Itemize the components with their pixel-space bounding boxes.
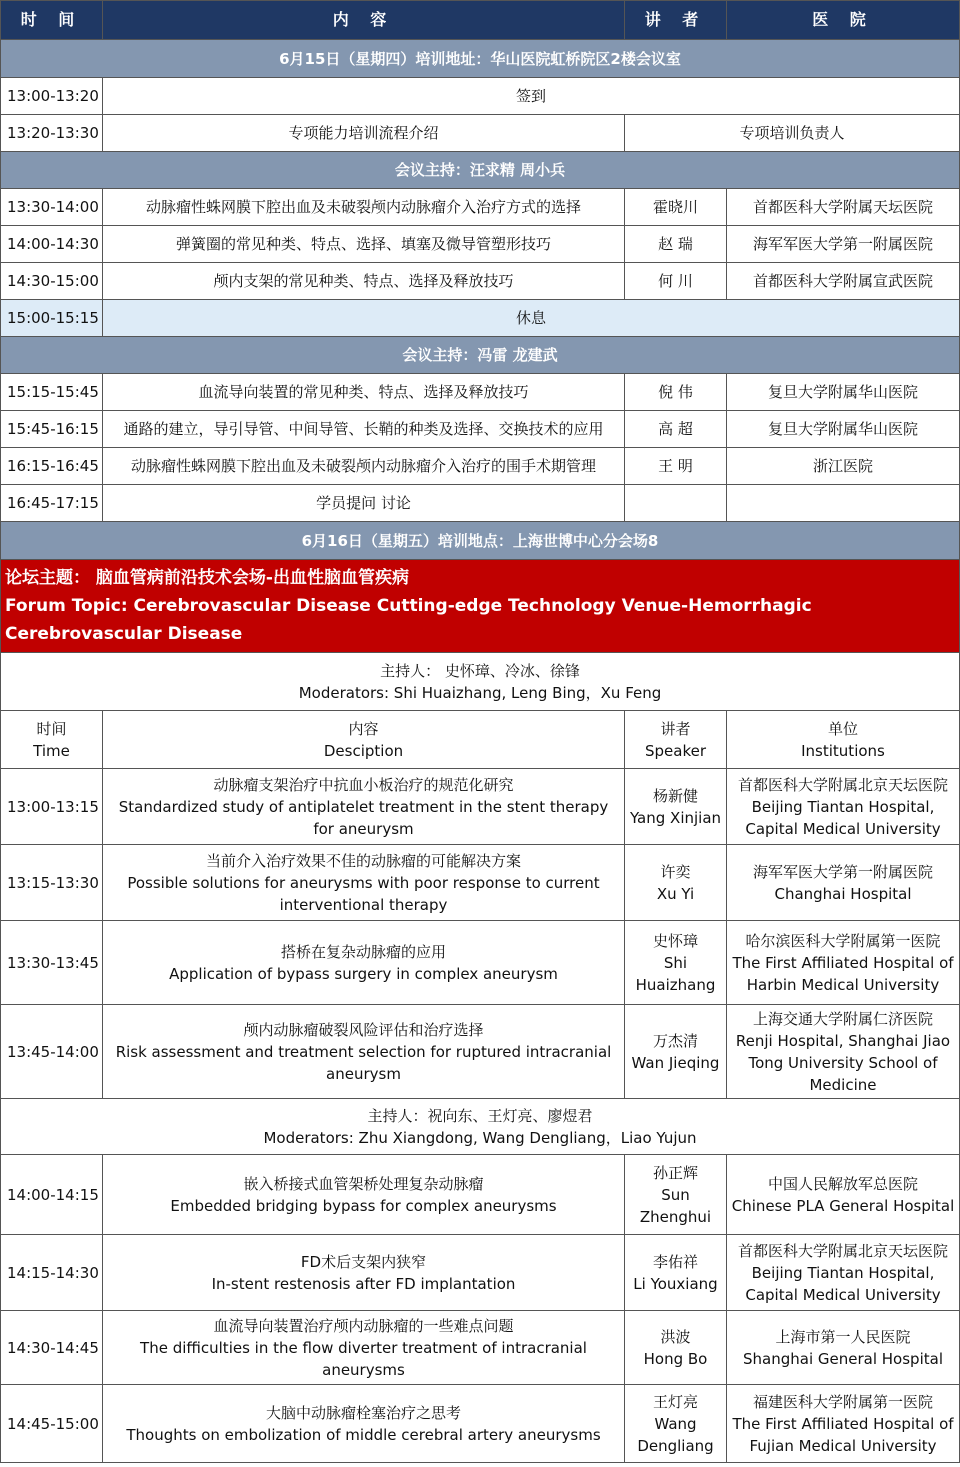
institution-cell-line: Capital Medical University (745, 1285, 941, 1304)
speaker-cell: 王 明 (625, 448, 727, 485)
speaker-cell: 霍晓川 (625, 189, 727, 226)
break-row (1, 300, 960, 337)
speaker-cell (625, 1155, 727, 1235)
speaker-cell-line: 史怀璋 (652, 931, 698, 950)
time-cell: 15:15-15:45 (1, 374, 103, 411)
topic-cell (103, 845, 625, 921)
institution-cell-line: The First Affiliated Hospital of (732, 1414, 954, 1433)
table-row (1, 78, 960, 115)
hospital-cell (727, 485, 960, 522)
institution-cell-line: 上海交通大学附属仁济医院 (752, 1009, 933, 1028)
time-cell: 16:15-16:45 (1, 448, 103, 485)
institution-cell (727, 1235, 960, 1311)
topic-cell-line: The difficulties in the flow diverter treatment of intracranial (140, 1338, 587, 1357)
topic-cell (103, 1155, 625, 1235)
moderators-en: Moderators: Shi Huaizhang, Leng Bing，Xu Feng (298, 683, 662, 702)
time-cell: 13:20-13:30 (1, 115, 103, 152)
speaker-cell-line: 孙正辉 (652, 1163, 698, 1182)
topic-cell (103, 921, 625, 1005)
topic-cell-line: Embedded bridging bypass for complex aneurysms (170, 1196, 557, 1215)
break-label: 休息 (103, 300, 960, 337)
hospital-cell: 浙江医院 (727, 448, 960, 485)
header-time: 时 间 (1, 1, 103, 40)
hospital-cell: 海军军医大学第一附属医院 (727, 226, 960, 263)
time-cell: 13:45-14:00 (1, 1005, 103, 1099)
institution-cell-line: 首都医科大学附属北京天坛医院 (737, 775, 948, 794)
header-speaker: 讲 者 (625, 1, 727, 40)
break-time: 15:00-15:15 (1, 300, 103, 337)
day1-title: 6月15日（星期四）培训地址：华山医院虹桥院区2楼会议室 (1, 40, 960, 78)
institution-cell-line: Renji Hospital, Shanghai Jiao (735, 1031, 951, 1050)
institution-cell-line: Chinese PLA General Hospital (731, 1196, 955, 1215)
table-header-row (1, 1, 960, 40)
speaker-cell-line: Xu Yi (656, 884, 695, 903)
moderators-row (1, 653, 960, 711)
speaker-cell-line: Hong Bo (643, 1349, 708, 1368)
institution-cell (727, 921, 960, 1005)
host2-label: 会议主持：冯雷 龙建武 (1, 337, 960, 374)
topic-cell-line: 大脑中动脉瘤栓塞治疗之思考 (265, 1403, 461, 1422)
topic-cell (103, 1235, 625, 1311)
institution-cell-line: 哈尔滨医科大学附属第一医院 (745, 931, 941, 950)
header-hospital: 医 院 (727, 1, 960, 40)
hospital-cell: 复旦大学附属华山医院 (727, 374, 960, 411)
speaker-cell-line: 李佑祥 (652, 1252, 698, 1271)
time-cell: 14:30-15:00 (1, 263, 103, 300)
institution-cell-line: 海军军医大学第一附属医院 (752, 862, 933, 881)
content-cell: 动脉瘤性蛛网膜下腔出血及未破裂颅内动脉瘤介入治疗方式的选择 (103, 189, 625, 226)
topic-cell-line: 血流导向装置治疗颅内动脉瘤的一些难点问题 (213, 1316, 514, 1335)
moderators (1, 653, 960, 711)
table-row (1, 1385, 960, 1463)
forum-topic-cn: 论坛主题： 脑血管病前沿技术会场-出血性脑血管疾病 (5, 568, 409, 588)
sub-header-en: Time (33, 741, 70, 760)
speaker-cell-line: Yang Xinjian (629, 808, 722, 827)
table-row (1, 448, 960, 485)
sub-header-content (103, 711, 625, 769)
sub-header-en: Institutions (801, 741, 885, 760)
sub-header-en: Speaker (644, 741, 706, 760)
table-row (1, 845, 960, 921)
forum-topic-en: Forum Topic: Cerebrovascular Disease Cutting-edge Technology Venue-Hemorrhagic Cerebrovascular Disease (5, 596, 812, 644)
time-cell: 14:45-15:00 (1, 1385, 103, 1463)
speaker-cell-line: Li Youxiang (633, 1274, 718, 1293)
time-cell: 14:00-14:30 (1, 226, 103, 263)
table-row (1, 1235, 960, 1311)
topic-cell-line: 当前介入治疗效果不佳的动脉瘤的可能解决方案 (205, 851, 521, 870)
hospital-cell: 专项培训负责人 (625, 115, 960, 152)
moderators (1, 1099, 960, 1155)
moderators-en: Moderators: Zhu Xiangdong, Wang Dengliang，Liao Yujun (263, 1128, 697, 1147)
table-row (1, 226, 960, 263)
time-cell: 13:15-13:30 (1, 845, 103, 921)
table-row (1, 1005, 960, 1099)
topic-cell (103, 1385, 625, 1463)
sub-header-cn: 单位 (827, 719, 858, 738)
time-cell: 13:30-13:45 (1, 921, 103, 1005)
topic-cell-line: aneurysm (326, 1064, 401, 1083)
header-content: 内 容 (103, 1, 625, 40)
sub-header-cn: 时间 (36, 719, 67, 738)
topic-cell-line: 嵌入桥接式血管架桥处理复杂动脉瘤 (243, 1174, 484, 1193)
institution-cell (727, 1385, 960, 1463)
institution-cell-line: Capital Medical University (745, 819, 941, 838)
speaker-cell (625, 1311, 727, 1385)
topic-cell-line: Risk assessment and treatment selection for ruptured intracranial (115, 1042, 612, 1061)
speaker-cell-line: 洪波 (660, 1327, 691, 1346)
sub-header-en: Desciption (323, 741, 404, 760)
table-row (1, 374, 960, 411)
table-row (1, 485, 960, 522)
speaker-cell: 倪 伟 (625, 374, 727, 411)
institution-cell-line: 首都医科大学附属北京天坛医院 (737, 1241, 948, 1260)
speaker-cell (625, 845, 727, 921)
institution-cell (727, 769, 960, 845)
day-title-row (1, 522, 960, 560)
content-cell: 专项能力培训流程介绍 (103, 115, 625, 152)
speaker-cell: 高 超 (625, 411, 727, 448)
hospital-cell: 复旦大学附属华山医院 (727, 411, 960, 448)
topic-cell-line: interventional therapy (279, 895, 448, 914)
topic-cell (103, 769, 625, 845)
time-cell: 13:00-13:20 (1, 78, 103, 115)
institution-cell-line: 中国人民解放军总医院 (767, 1174, 918, 1193)
speaker-cell (625, 1235, 727, 1311)
institution-cell-line: Shanghai General Hospital (743, 1349, 943, 1368)
speaker-cell: 赵 瑞 (625, 226, 727, 263)
host-row (1, 337, 960, 374)
speaker-cell-line: Zhenghui (639, 1207, 712, 1226)
speaker-cell (625, 1005, 727, 1099)
speaker-cell (625, 1385, 727, 1463)
institution-cell (727, 845, 960, 921)
time-cell: 14:30-14:45 (1, 1311, 103, 1385)
topic-cell-line: for aneurysm (313, 819, 414, 838)
speaker-cell-line: 杨新健 (652, 786, 698, 805)
institution-cell-line: Changhai Hospital (774, 884, 912, 903)
table-row (1, 411, 960, 448)
content-cell: 签到 (103, 78, 960, 115)
sub-header-row (1, 711, 960, 769)
institution-cell (727, 1005, 960, 1099)
topic-cell-line: 搭桥在复杂动脉瘤的应用 (280, 942, 446, 961)
speaker-cell-line: 万杰清 (652, 1031, 698, 1050)
topic-cell-line: Thoughts on embolization of middle cerebral artery aneurysms (126, 1425, 601, 1444)
speaker-cell-line: Sun (661, 1185, 690, 1204)
topic-cell-line: 颅内动脉瘤破裂风险评估和治疗选择 (243, 1020, 484, 1039)
time-cell: 14:15-14:30 (1, 1235, 103, 1311)
table-row (1, 769, 960, 845)
topic-cell-line: 动脉瘤支架治疗中抗血小板治疗的规范化研究 (213, 775, 514, 794)
speaker-cell: 何 川 (625, 263, 727, 300)
sub-header-speaker (625, 711, 727, 769)
time-cell: 13:00-13:15 (1, 769, 103, 845)
forum-topic (1, 560, 960, 653)
content-cell: 通路的建立，导引导管、中间导管、长鞘的种类及选择、交换技术的应用 (103, 411, 625, 448)
moderators-cn: 主持人： 史怀璋、冷冰、徐锋 (380, 661, 580, 680)
table-row (1, 921, 960, 1005)
table-row (1, 1155, 960, 1235)
content-cell: 学员提问 讨论 (103, 485, 625, 522)
host-row (1, 152, 960, 189)
speaker-cell-line: Huaizhang (635, 975, 716, 994)
speaker-cell-line: Wan Jieqing (631, 1053, 720, 1072)
institution-cell-line: Harbin Medical University (746, 975, 940, 994)
speaker-cell-line: Dengliang (637, 1436, 714, 1455)
host1-label: 会议主持：汪求精 周小兵 (1, 152, 960, 189)
hospital-cell: 首都医科大学附属天坛医院 (727, 189, 960, 226)
topic-cell-line: Standardized study of antiplatelet treatment in the stent therapy (118, 797, 609, 816)
topic-cell-line: aneurysms (322, 1360, 405, 1379)
content-cell: 弹簧圈的常见种类、特点、选择、填塞及微导管塑形技巧 (103, 226, 625, 263)
speaker-cell-line: Shi (663, 953, 688, 972)
institution-cell-line: Beijing Tiantan Hospital, (751, 797, 935, 816)
speaker-cell-line: Wang (654, 1414, 697, 1433)
institution-cell-line: Fujian Medical University (749, 1436, 937, 1455)
topic-cell (103, 1005, 625, 1099)
speaker-cell (625, 485, 727, 522)
content-cell: 血流导向装置的常见种类、特点、选择及释放技巧 (103, 374, 625, 411)
day-title-row (1, 40, 960, 78)
time-cell: 15:45-16:15 (1, 411, 103, 448)
table-row (1, 1311, 960, 1385)
time-cell: 13:30-14:00 (1, 189, 103, 226)
table-row (1, 115, 960, 152)
table-row (1, 263, 960, 300)
topic-cell (103, 1311, 625, 1385)
speaker-cell (625, 921, 727, 1005)
content-cell: 颅内支架的常见种类、特点、选择及释放技巧 (103, 263, 625, 300)
institution-cell-line: 福建医科大学附属第一医院 (752, 1392, 933, 1411)
hospital-cell: 首都医科大学附属宣武医院 (727, 263, 960, 300)
time-cell: 14:00-14:15 (1, 1155, 103, 1235)
content-cell: 动脉瘤性蛛网膜下腔出血及未破裂颅内动脉瘤介入治疗的围手术期管理 (103, 448, 625, 485)
sub-header-cn: 内容 (348, 719, 379, 738)
topic-cell-line: In-stent restenosis after FD implantation (211, 1274, 516, 1293)
time-cell: 16:45-17:15 (1, 485, 103, 522)
institution-cell-line: 上海市第一人民医院 (775, 1327, 911, 1346)
institution-cell (727, 1311, 960, 1385)
speaker-cell-line: 王灯亮 (652, 1392, 698, 1411)
day2-title: 6月16日（星期五）培训地点：上海世博中心分会场8 (1, 522, 960, 560)
topic-cell-line: Possible solutions for aneurysms with poor response to current (127, 873, 600, 892)
table-row (1, 189, 960, 226)
speaker-cell (625, 769, 727, 845)
institution-cell (727, 1155, 960, 1235)
moderators-cn: 主持人：祝向东、王灯亮、廖煜君 (367, 1106, 593, 1125)
topic-cell-line: FD术后支架内狭窄 (300, 1252, 427, 1271)
institution-cell-line: Tong University School of (748, 1053, 938, 1072)
moderators-row (1, 1099, 960, 1155)
institution-cell-line: Medicine (809, 1075, 877, 1094)
forum-topic-row (1, 560, 960, 653)
sub-header-cn: 讲者 (660, 719, 691, 738)
sub-header-institution (727, 711, 960, 769)
topic-cell-line: Application of bypass surgery in complex aneurysm (169, 964, 558, 983)
speaker-cell-line: 许奕 (660, 862, 691, 881)
institution-cell-line: Beijing Tiantan Hospital, (751, 1263, 935, 1282)
sub-header-time (1, 711, 103, 769)
institution-cell-line: The First Affiliated Hospital of (732, 953, 954, 972)
